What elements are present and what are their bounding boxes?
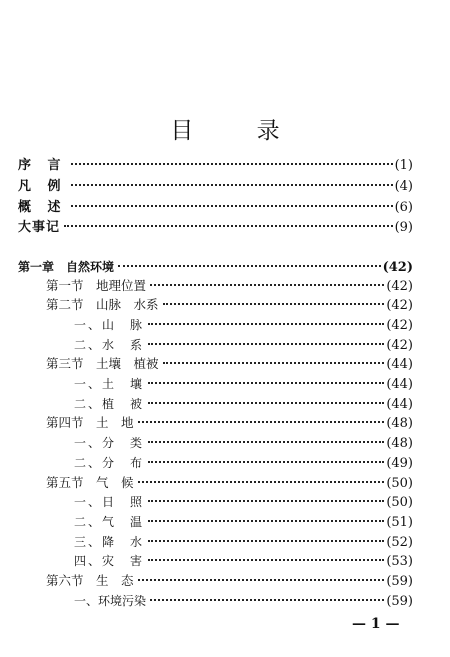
dot-leader [148, 540, 384, 542]
toc-entry-page: (4) [394, 179, 413, 194]
toc-entry-page: (48) [386, 436, 413, 451]
toc-entry-label: 一、分 类 [74, 436, 145, 450]
toc-entry-label: 二、气 温 [74, 515, 145, 529]
toc-entry-page: (44) [386, 397, 413, 412]
toc-entry-front [18, 158, 413, 174]
toc-entry-page: (49) [386, 456, 413, 471]
toc-entry-label: 第二节 山脉 水系 [46, 297, 159, 312]
toc-subsection [74, 534, 413, 551]
toc-entry-label: 第六节 生 态 [46, 573, 134, 588]
dot-leader [148, 343, 384, 345]
toc-subsection [74, 514, 413, 531]
toc-entry-page: (42) [386, 318, 413, 333]
dot-leader [148, 441, 384, 443]
toc-entry-label: 概 述 [18, 200, 67, 215]
toc-entry-page: (48) [386, 416, 413, 431]
dot-leader [71, 184, 393, 186]
toc-subsection [74, 553, 413, 570]
dot-leader [71, 205, 393, 207]
toc-section [46, 356, 413, 373]
toc-entry-label: 二、水 系 [74, 338, 145, 352]
toc-entry-label: 一、山 脉 [74, 318, 145, 332]
toc-entry-page: (44) [386, 357, 413, 372]
toc-entry-label: 二、分 布 [74, 456, 145, 470]
toc-chapter-page: (42) [382, 260, 413, 275]
toc-section [46, 297, 413, 314]
dot-leader [148, 559, 384, 561]
toc-subsection [74, 593, 413, 610]
dot-leader [118, 265, 381, 267]
toc-section [46, 573, 413, 590]
toc-subsection [74, 396, 413, 413]
toc-subsection [74, 317, 413, 334]
toc-entry-label: 凡 例 [18, 179, 67, 194]
toc-entry-page: (42) [386, 279, 413, 294]
dot-leader [163, 362, 385, 364]
dot-leader [150, 284, 384, 286]
toc-section [46, 475, 413, 492]
toc-entry-page: (53) [386, 554, 413, 569]
dot-leader [71, 163, 393, 165]
toc-section [46, 278, 413, 295]
toc-entry-label: 序 言 [18, 158, 67, 173]
toc-subsection [74, 435, 413, 452]
toc-entry-label: 三、降 水 [74, 535, 145, 549]
dot-leader [150, 599, 384, 601]
dot-leader [138, 421, 385, 423]
toc-entry-page: (50) [386, 495, 413, 510]
toc-entry-page: (59) [386, 574, 413, 589]
toc-entry-page: (52) [386, 535, 413, 550]
toc-entry-front [18, 200, 413, 216]
toc-entry-label: 第五节 气 候 [46, 475, 134, 490]
toc-entry-page: (1) [394, 158, 413, 173]
toc-entry-page: (50) [386, 476, 413, 491]
toc-subsection [74, 455, 413, 472]
toc-entry-label: 一、环境污染 [74, 594, 147, 608]
dot-leader [138, 481, 385, 483]
dot-leader [148, 402, 384, 404]
toc-entry-page: (9) [394, 220, 413, 235]
dot-leader [138, 579, 385, 581]
toc-chapter [18, 259, 413, 276]
toc-subsection [74, 376, 413, 393]
dot-leader [148, 461, 384, 463]
toc-entry-label: 第三节 土壤 植被 [46, 356, 159, 371]
dot-leader [163, 303, 385, 305]
toc-entry-front [18, 179, 413, 195]
toc-entry-page: (44) [386, 377, 413, 392]
toc-entry-label: 二、植 被 [74, 397, 145, 411]
toc-entry-page: (51) [386, 515, 413, 530]
toc-entry-page: (59) [386, 594, 413, 609]
toc-entry-label: 第一节 地理位置 [46, 278, 147, 293]
toc-subsection [74, 494, 413, 511]
toc-entry-label: 第四节 土 地 [46, 415, 134, 430]
dot-leader [148, 323, 384, 325]
toc-section [46, 415, 413, 432]
dot-leader [148, 500, 384, 502]
toc-entry-label: 大事记 [18, 220, 61, 235]
toc-entry-page: (42) [386, 338, 413, 353]
toc-entry-page: (42) [386, 298, 413, 313]
dot-leader [148, 382, 384, 384]
page-title: 目 录 [170, 118, 308, 144]
toc-entry-page: (6) [394, 200, 413, 215]
dot-leader [64, 225, 393, 227]
toc-chapter-label: 第一章 自然环境 [18, 260, 115, 274]
toc-entry-label: 一、日 照 [74, 495, 145, 509]
toc-entry-front [18, 220, 413, 236]
page-number-footer: — 1 — [352, 616, 400, 632]
toc-entry-label: 四、灾 害 [74, 554, 145, 568]
toc-entry-label: 一、土 壤 [74, 377, 145, 391]
toc-subsection [74, 337, 413, 354]
dot-leader [148, 520, 384, 522]
